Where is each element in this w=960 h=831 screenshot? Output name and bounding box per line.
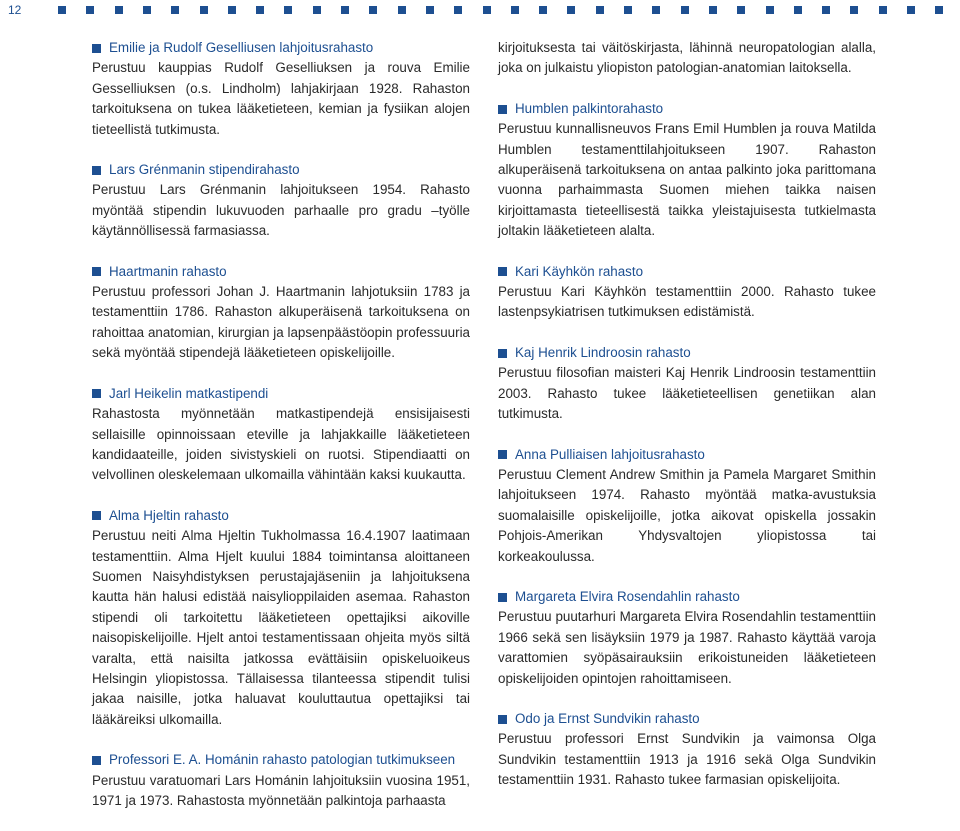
fund-entry: [498, 343, 876, 425]
square-icon: [850, 6, 858, 14]
square-icon: [652, 6, 660, 14]
fund-description: Perustuu filosofian maisteri Kaj Henrik Lindroosin testamenttiin 2003. Rahasto tukee lääketieteellisen genetiikan alan tutkimusta.: [498, 365, 876, 422]
fund-entry: [92, 750, 470, 811]
page-number: 12: [8, 3, 22, 17]
fund-title: [92, 262, 470, 282]
square-icon: [284, 6, 292, 14]
fund-description: Perustuu varatuomari Lars Hománin lahjoituksiin vuosina 1951, 1971 ja 1973. Rahastosta myönnetään palkintoja parhaasta: [92, 772, 470, 808]
right-column: [498, 38, 876, 811]
square-icon: [86, 6, 94, 14]
square-icon: [766, 6, 774, 14]
square-bullet-icon: [92, 44, 101, 53]
square-bullet-icon: [92, 267, 101, 276]
square-icon: [256, 6, 264, 14]
fund-title-text: Kaj Henrik Lindroosin rahasto: [515, 344, 691, 360]
square-icon: [398, 6, 406, 14]
square-icon: [737, 6, 745, 14]
fund-entry: [92, 38, 470, 140]
fund-title: [92, 384, 470, 404]
fund-title-text: Margareta Elvira Rosendahlin rahasto: [515, 588, 740, 604]
fund-title-text: Anna Pulliaisen lahjoitusrahasto: [515, 446, 705, 462]
fund-entry: [498, 262, 876, 323]
fund-title-text: Kari Käyhkön rahasto: [515, 263, 644, 279]
square-icon: [822, 6, 830, 14]
right-column-entries: [498, 99, 876, 791]
square-icon: [879, 6, 887, 14]
continued-paragraph: [498, 38, 876, 79]
square-icon: [935, 6, 943, 14]
square-bullet-icon: [498, 349, 507, 358]
square-bullet-icon: [92, 756, 101, 765]
fund-description: Perustuu professori Johan J. Haartmanin lahjotuksiin 1783 ja testamenttiin 1786. Rahaston alkuperäisenä tarkoituksena on rahoittaa anatomian, kirurgian ja lapsenpäästöopin professuuria sekä myöntää stipendejä lääketieteen opiskelijoille.: [92, 284, 470, 361]
fund-title: [498, 709, 876, 729]
fund-title-text: Alma Hjeltin rahasto: [109, 507, 229, 523]
square-icon: [624, 6, 632, 14]
left-column: [92, 38, 470, 831]
square-icon: [171, 6, 179, 14]
fund-description: Perustuu Clement Andrew Smithin ja Pamela Margaret Smithin lahjoitukseen 1974. Rahasto myöntää matka-avustuksia suomalaisille opiskelijoille, jotka aikovat opiskella jossakin Pohjois-Amerikan Yhdysvaltojen yliopistossa tai korkeakoulussa.: [498, 466, 876, 564]
fund-description: Perustuu neiti Alma Hjeltin Tukholmassa 16.4.1907 laatimaan testamenttiin. Alma Hjelt kuului 1884 toimintansa aloittaneen Suomen Naisyhdistyksen perustajajäseniin ja lahjoituksena kautta hän halusi edistää naisylioppilaiden asemaa. Rahaston stipendi oli tarkoitettu lääketieteen opettajiksi aikoville naisopiskelijoille. Hjelt antoi testamentissaan ohjeita myös siltä varalta, että naisilta jatkossa evättäisiin opiskeluoikeus Helsingin yliopistossa. Tällaisessa tilanteessa stipendit tulisi jakaa naisille, jotka haluavat kouluttautua opettajiksi tai lääkäreiksi ulkomailla.: [92, 528, 470, 727]
fund-title-text: Lars Grénmanin stipendirahasto: [109, 162, 300, 178]
square-bullet-icon: [498, 105, 507, 114]
fund-entry: [92, 506, 470, 730]
fund-title-text: Professori E. A. Hománin rahasto patologian tutkimukseen: [109, 752, 456, 768]
square-bullet-icon: [92, 166, 101, 175]
fund-title: [498, 343, 876, 363]
fund-entry: [498, 445, 876, 567]
square-icon: [426, 6, 434, 14]
fund-description: Perustuu Kari Käyhkön testamenttiin 2000. Rahasto tukee lastenpsykiatrisen tutkimuksen edistämistä.: [498, 284, 876, 320]
square-icon: [907, 6, 915, 14]
fund-entry: [498, 709, 876, 791]
square-icon: [313, 6, 321, 14]
square-icon: [483, 6, 491, 14]
fund-title: [92, 750, 470, 770]
fund-entry: [92, 384, 470, 486]
square-icon: [596, 6, 604, 14]
square-icon: [511, 6, 519, 14]
fund-title-text: Emilie ja Rudolf Geselliusen lahjoitusrahasto: [109, 40, 374, 55]
fund-title: [498, 587, 876, 607]
fund-description: Perustuu kauppias Rudolf Geselliuksen ja rouva Emilie Gesselliuksen (o.s. Lindholm) lahjakirjaan 1928. Rahaston tarkoituksena on tukea lääketieteen, kemian ja fysiikan alojen tieteellistä tutkimusta.: [92, 60, 470, 137]
fund-entry: [498, 99, 876, 242]
square-icon: [200, 6, 208, 14]
square-bullet-icon: [498, 267, 507, 276]
square-icon: [539, 6, 547, 14]
square-icon: [341, 6, 349, 14]
fund-title: [92, 38, 470, 58]
fund-description: Perustuu Lars Grénmanin lahjoitukseen 1954. Rahasto myöntää stipendin lukuvuoden parhaalle pro gradu –työlle käytännöllisessä farmasiassa.: [92, 182, 470, 239]
square-bullet-icon: [498, 450, 507, 459]
fund-title-text: Odo ja Ernst Sundvikin rahasto: [515, 710, 700, 726]
fund-description: Rahastosta myönnetään matkastipendejä ensisijaisesti sellaisille opinnoissaan eteville ja lahjakkaille lääketieteen kandidaateille, joiden sivistyskieli on ruotsi. Stipendiaatti on velvollinen oleskelemaan ulkomailla vähintään kaksi kuukautta.: [92, 406, 470, 483]
fund-entry: [92, 160, 470, 242]
square-icon: [681, 6, 689, 14]
fund-description: Perustuu puutarhuri Margareta Elvira Rosendahlin testamenttiin 1966 sekä sen lisäyksiin 1979 ja 1987. Rahasto käyttää varoja varattomien syöpäsairauksiin erikoistuneiden lääketieteen opiskelijoiden opintojen rahoittamiseen.: [498, 609, 876, 686]
square-bullet-icon: [92, 389, 101, 398]
page-header-bar: [0, 0, 960, 20]
fund-title: [498, 99, 876, 119]
fund-entry: [92, 262, 470, 364]
square-bullet-icon: [92, 511, 101, 520]
fund-title-text: Humblen palkintorahasto: [515, 100, 664, 116]
square-icon: [567, 6, 575, 14]
fund-description: Perustuu kunnallisneuvos Frans Emil Humblen ja rouva Matilda Humblen testamenttilahjoitukseen 1907. Rahaston alkuperäisenä tarkoituksena on antaa palkinto joka parittomana vuonna parhaimmasta Suomen miehen taikka naisen kirjoittamasta tieteellisestä taikka yleistajuisesta tutkielmasta joltakin lääketieteen alalta.: [498, 121, 876, 239]
square-icon: [228, 6, 236, 14]
fund-title-text: Jarl Heikelin matkastipendi: [109, 385, 269, 401]
fund-entry: [498, 587, 876, 689]
square-icon: [794, 6, 802, 14]
fund-title: [92, 506, 470, 526]
fund-title: [92, 160, 470, 180]
square-icon: [58, 6, 66, 14]
continued-text: kirjoituksesta tai väitöskirjasta, lähinnä neuropatologian alalla, joka on julkaistu yliopiston patologian-anatomian laitoksella.: [498, 40, 876, 76]
square-bullet-icon: [498, 715, 507, 724]
square-icon: [369, 6, 377, 14]
square-icon: [709, 6, 717, 14]
square-bullet-icon: [498, 593, 507, 602]
fund-title: [498, 445, 876, 465]
fund-title: [498, 262, 876, 282]
square-icon: [454, 6, 462, 14]
fund-title-text: Haartmanin rahasto: [109, 263, 227, 279]
square-icon: [115, 6, 123, 14]
square-icon: [143, 6, 151, 14]
fund-description: Perustuu professori Ernst Sundvikin ja vaimonsa Olga Sundvikin testamenttiin 1913 ja 1916 sekä Olga Sundvikin testamenttiin 1931. Rahasto tukee farmasian opiskelijoita.: [498, 731, 876, 788]
